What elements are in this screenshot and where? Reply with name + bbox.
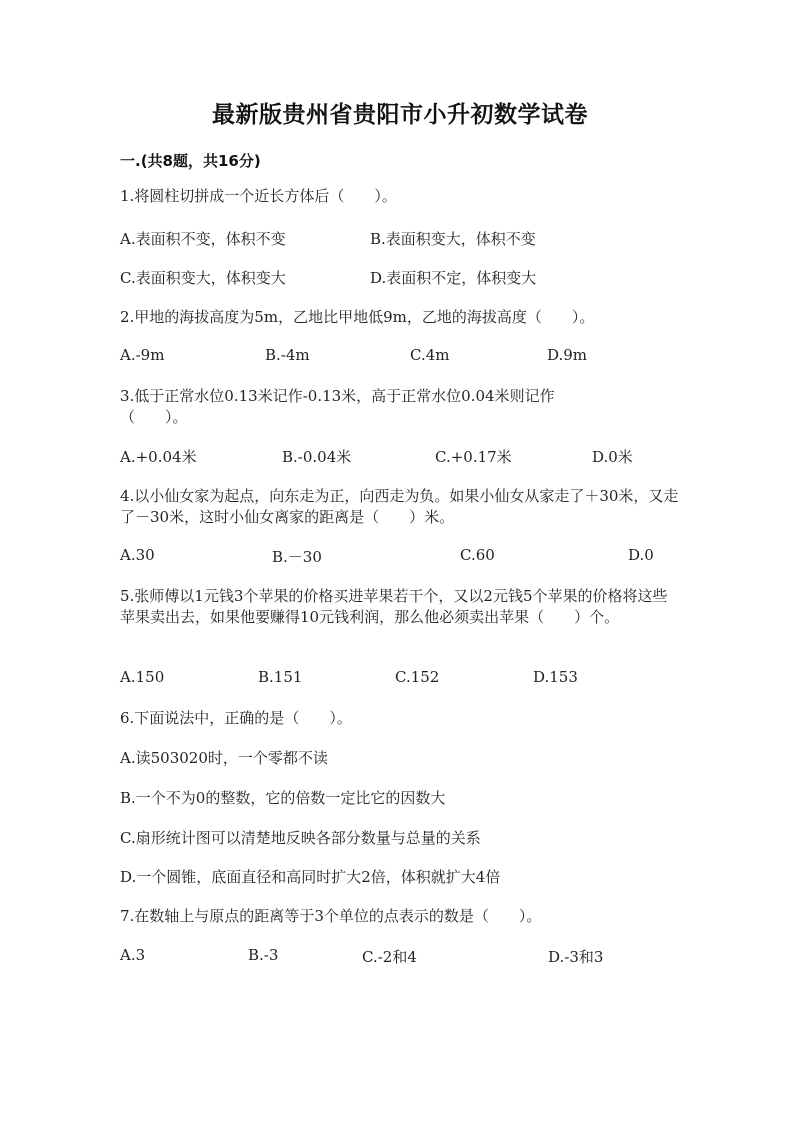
question-2-option-b: B.-4m: [265, 346, 310, 364]
question-5-stem: 5.张师傅以1元钱3个苹果的价格买进苹果若干个，又以2元钱5个苹果的价格将这些苹果卖出去，如果他要赚得10元钱利润，那么他必须卖出苹果（ ）个。: [120, 587, 668, 626]
question-1-option-c: C.表面积变大，体积变大: [120, 269, 286, 287]
question-2-option-d: D.9m: [547, 346, 588, 364]
question-6-stem: 6.下面说法中，正确的是（ ）。: [120, 709, 352, 727]
question-1-stem: 1.将圆柱切拼成一个近长方体后（ ）。: [120, 187, 397, 205]
question-6-option-b: B.一个不为0的整数，它的倍数一定比它的因数大: [120, 789, 446, 807]
question-4-option-b: B.－30: [272, 548, 322, 566]
question-4-stem: 4.以小仙女家为起点，向东走为正，向西走为负。如果小仙女从家走了＋30米，又走了－30米，这时小仙女离家的距离是（ ）米。: [120, 487, 679, 526]
question-2-stem: 2.甲地的海拔高度为5m，乙地比甲地低9m，乙地的海拔高度（ ）。: [120, 308, 595, 326]
question-5-option-c: C.152: [395, 668, 440, 686]
question-3-option-a: A.+0.04米: [120, 448, 197, 466]
page-title: 最新版贵州省贵阳市小升初数学试卷: [212, 102, 588, 128]
question-6-option-a: A.读503020时，一个零都不读: [120, 749, 328, 767]
question-7-stem: 7.在数轴上与原点的距离等于3个单位的点表示的数是（ ）。: [120, 907, 542, 925]
question-5-option-b: B.151: [258, 668, 303, 686]
question-4-option-d: D.0: [628, 546, 654, 564]
question-6-option-c: C.扇形统计图可以清楚地反映各部分数量与总量的关系: [120, 829, 481, 847]
section-heading: 一.(共8题，共16分): [120, 152, 261, 170]
question-7-option-b: B.-3: [248, 946, 279, 964]
question-7-option-c: C.-2和4: [362, 948, 417, 966]
question-5-option-d: D.153: [533, 668, 578, 686]
question-5-option-a: A.150: [120, 668, 165, 686]
question-4-option-c: C.60: [460, 546, 495, 564]
question-3-option-c: C.+0.17米: [435, 448, 512, 466]
question-7-option-d: D.-3和3: [548, 948, 604, 966]
question-7-option-a: A.3: [120, 946, 146, 964]
question-3-option-b: B.-0.04米: [282, 448, 352, 466]
question-2-option-c: C.4m: [410, 346, 450, 364]
question-6-option-d: D.一个圆锥，底面直径和高同时扩大2倍，体积就扩大4倍: [120, 868, 501, 886]
question-3-option-d: D.0米: [592, 448, 633, 466]
question-2-option-a: A.-9m: [120, 346, 165, 364]
question-1-option-d: D.表面积不定，体积变大: [370, 269, 537, 287]
question-3-stem: 3.低于正常水位0.13米记作-0.13米，高于正常水位0.04米则记作（ ）。: [120, 387, 555, 426]
question-1-option-b: B.表面积变大，体积不变: [370, 230, 536, 248]
question-1-option-a: A.表面积不变，体积不变: [120, 230, 286, 248]
question-4-option-a: A.30: [120, 546, 155, 564]
